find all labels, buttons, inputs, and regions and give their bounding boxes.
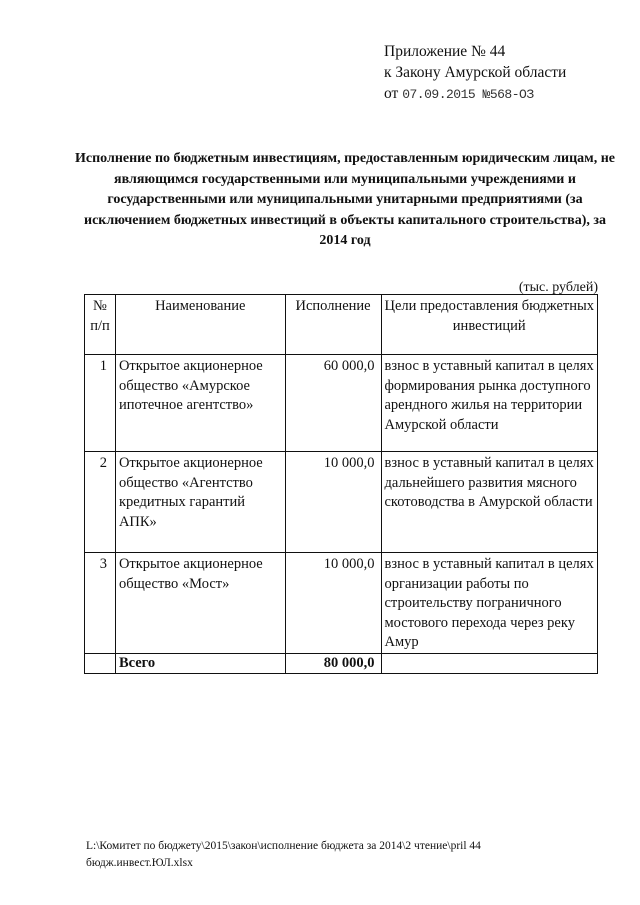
appendix-header: [384, 41, 566, 105]
law-date-stamp: 07.09.2015 №568-ОЗ: [402, 87, 534, 102]
row-purpose: взнос в уставный капитал в целях формирования рынка доступного арендного жилья на территории Амурской области: [381, 355, 598, 452]
header-name: Наименование: [115, 295, 285, 355]
row-name: Открытое акционерное общество «Мост»: [115, 553, 285, 654]
law-date-prefix: от: [384, 85, 399, 102]
total-amount: 80 000,0: [285, 653, 381, 674]
units-label: (тыс. рублей): [518, 280, 598, 295]
row-amount: 60 000,0: [285, 355, 381, 452]
total-num-cell: [85, 653, 116, 674]
header-execution: Исполнение: [285, 295, 381, 355]
file-path-line1: L:\Комитет по бюджету\2015\закон\исполнение бюджета за 2014\2 чтение\pril 44: [86, 840, 481, 852]
row-name: Открытое акционерное общество «Агентство кредитных гарантий АПК»: [115, 452, 285, 553]
table-row: [85, 452, 598, 553]
investments-table: [84, 294, 598, 674]
file-path-footer: [86, 838, 481, 872]
row-amount: 10 000,0: [285, 553, 381, 654]
row-purpose: взнос в уставный капитал в целях организации работы по строительству пограничного мостового перехода через реку Амур: [381, 553, 598, 654]
row-num: 3: [85, 553, 116, 654]
appendix-number: Приложение № 44: [384, 43, 506, 60]
row-purpose: взнос в уставный капитал в целях дальнейшего развития мясного скотоводства в Амурской области: [381, 452, 598, 553]
header-num: № п/п: [85, 295, 116, 355]
table-row: [85, 355, 598, 452]
row-num: 2: [85, 452, 116, 553]
total-purpose-cell: [381, 653, 598, 674]
row-num: 1: [85, 355, 116, 452]
row-name: Открытое акционерное общество «Амурское ипотечное агентство»: [115, 355, 285, 452]
law-reference: к Закону Амурской области: [384, 64, 567, 81]
row-amount: 10 000,0: [285, 452, 381, 553]
table-row: [85, 553, 598, 654]
total-label: Всего: [115, 653, 285, 674]
total-row: [85, 653, 598, 674]
document-title: Исполнение по бюджетным инвестициям, предоставленным юридическим лицам, не являющимся государственными или муниципальными учреждениями и государственными или муниципальными унитарными предприятиями (за исключением бюджетных инвестиций в объекты капитального строительства), за 2014 год: [74, 151, 616, 248]
table-header-row: [85, 295, 598, 355]
law-date-line: [384, 83, 566, 105]
file-path-line2: бюдж.инвест.ЮЛ.xlsx: [86, 857, 193, 869]
header-purpose: Цели предоставления бюджетных инвестиций: [381, 295, 598, 355]
